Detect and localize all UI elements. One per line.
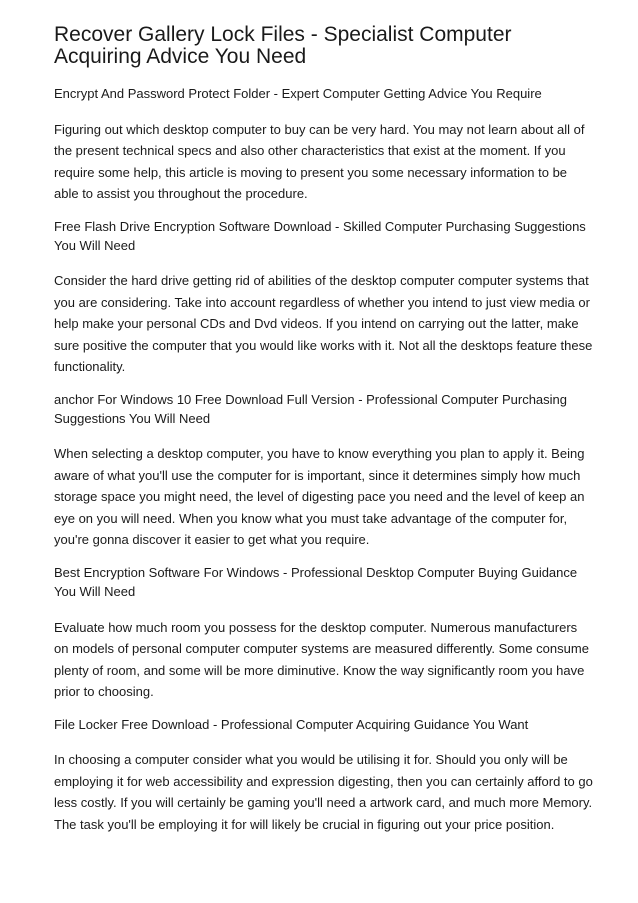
section-heading: Free Flash Drive Encryption Software Download - Skilled Computer Purchasing Suggestions You Will Need — [54, 218, 586, 253]
section-paragraph: When selecting a desktop computer, you have to know everything you plan to apply it. Being aware of what you'll use the computer for is important, since it determines simply how much storage space you might need, the level of digesting pace you need and the level of keep an eye on you will need. When you know what you must take advantage of the computer for, you're gonna discover it easier to get what you require. — [54, 446, 585, 548]
section-paragraph: Figuring out which desktop computer to buy can be very hard. You may not learn about all of the present technical specs and also other characteristics that exist at the moment. If you require some help, this article is moving to present you some necessary information to be able to assist you throughout the procedure. — [54, 121, 585, 202]
section-paragraph: Evaluate how much room you possess for the desktop computer. Numerous manufacturers on models of personal computer computer systems are measured differently. Some consume plenty of room, and some will be more diminutive. Know the way significantly room you have prior to choosing. — [54, 619, 589, 700]
section-heading: anchor For Windows 10 Free Download Full Version - Professional Computer Purchasing Suggestions You Will Need — [54, 391, 568, 426]
document-page — [54, 24, 594, 848]
section-heading: Best Encryption Software For Windows - Professional Desktop Computer Buying Guidance You Will Need — [54, 564, 578, 599]
section-paragraph: Consider the hard drive getting rid of abilities of the desktop computer computer systems that you are considering. Take into account regardless of whether you intend to just view media or help make your personal CDs and Dvd videos. If you intend on carrying out the latter, make sure positive the computer that you would like works with it. Not all the desktops feature these functionality. — [54, 273, 593, 375]
section-heading: File Locker Free Download - Professional Computer Acquiring Guidance You Want — [54, 716, 529, 732]
document-title: Recover Gallery Lock Files - Specialist Computer Acquiring Advice You Need — [54, 23, 512, 68]
section-paragraph: In choosing a computer consider what you would be utilising it for. Should you only will be employing it for web accessibility and expression digesting, then you can certainly afford to go less costly. If you will certainly be gaming you'll need a artwork card, and much more Memory. The task you'll be employing it for will likely be crucial in figuring out your price position. — [54, 752, 593, 832]
section-heading: Encrypt And Password Protect Folder - Expert Computer Getting Advice You Require — [54, 86, 542, 101]
